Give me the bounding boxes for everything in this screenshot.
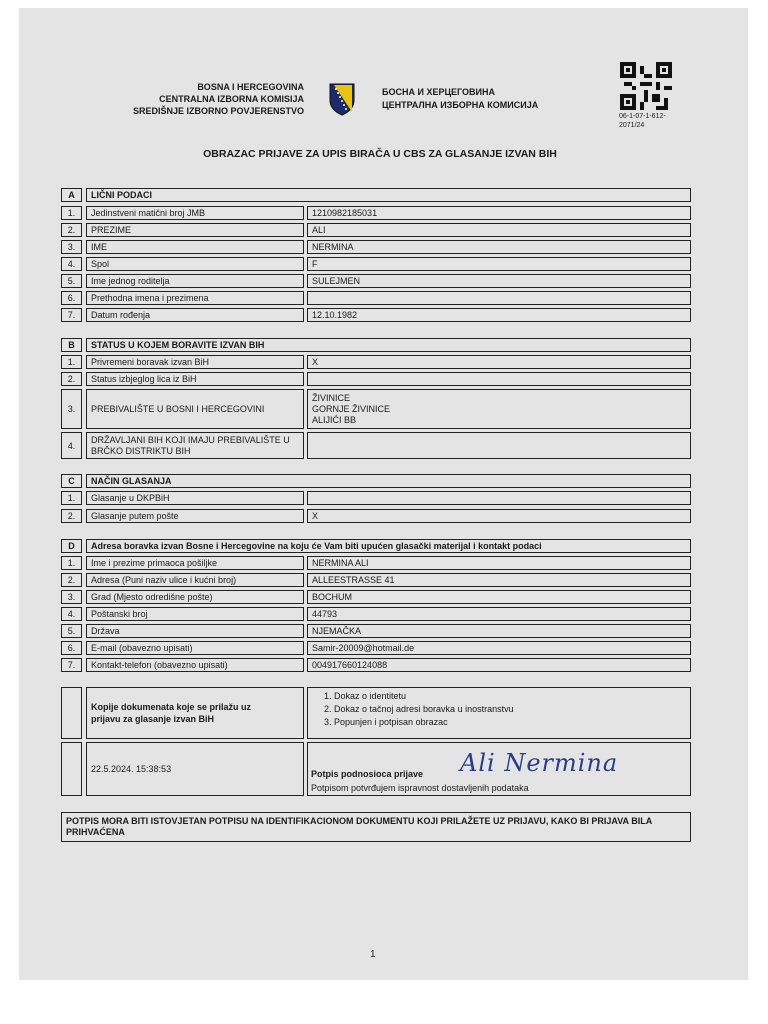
documents-label xyxy=(86,687,304,739)
row-value: 1210982185031 xyxy=(307,206,691,220)
row-label: E-mail (obavezno upisati) xyxy=(86,641,304,655)
documents-label-line1: Kopije dokumenata koje se prilažu uz xyxy=(91,702,252,712)
row-value: NERMINA ALI xyxy=(307,556,691,570)
header-left-line2: CENTRALNA IZBORNA KOMISIJA xyxy=(159,94,304,104)
handwritten-signature: Ali Nermina xyxy=(460,749,619,777)
table-row xyxy=(61,590,691,604)
table-row xyxy=(61,624,691,638)
residence-street: ALIJIĆI BB xyxy=(312,414,357,425)
section-title: NAČIN GLASANJA xyxy=(86,474,691,488)
row-number: 7. xyxy=(61,658,82,672)
section-d-header xyxy=(61,539,691,553)
table-row xyxy=(61,223,691,237)
row-label-line1: DRŽAVLJANI BIH KOJI IMAJU PREBIVALIŠTE U xyxy=(91,434,290,445)
documents-label-line2: prijavu za glasanje izvan BiH xyxy=(91,714,215,724)
signature-cell xyxy=(307,742,691,796)
row-value: ALLEESTRASSE 41 xyxy=(307,573,691,587)
page-number: 1 xyxy=(370,949,376,960)
row-label: PREBIVALIŠTE U BOSNI I HERCEGOVINI xyxy=(86,389,304,429)
row-number: 2. xyxy=(61,372,82,386)
row-value: X xyxy=(307,355,691,369)
table-row xyxy=(61,556,691,570)
qr-reference-number xyxy=(619,112,679,130)
timestamp-cell xyxy=(86,742,304,796)
header-left xyxy=(110,81,304,117)
table-row xyxy=(61,240,691,254)
table-row xyxy=(61,432,691,459)
section-letter: A xyxy=(61,188,82,202)
row-value: Samir-20009@hotmail.de xyxy=(307,641,691,655)
row-label: Poštanski broj xyxy=(86,607,304,621)
row-number: 7. xyxy=(61,308,82,322)
row-label: Privremeni boravak izvan BiH xyxy=(86,355,304,369)
row-value: BOCHUM xyxy=(307,590,691,604)
row-number: 6. xyxy=(61,291,82,305)
list-item: 1. Dokaz o identitetu xyxy=(334,690,690,703)
qr-ref-line2: 2071/24 xyxy=(619,122,645,129)
table-row xyxy=(61,607,691,621)
row-number: 4. xyxy=(61,432,82,459)
row-label xyxy=(86,432,304,459)
row-value: X xyxy=(307,509,691,523)
table-row xyxy=(61,641,691,655)
table-row xyxy=(61,573,691,587)
row-number: 1. xyxy=(61,491,82,505)
row-number: 3. xyxy=(61,389,82,429)
row-label: IME xyxy=(86,240,304,254)
row-label: Ime jednog roditelja xyxy=(86,274,304,288)
row-value: 004917660124088 xyxy=(307,658,691,672)
list-item: 2. Dokaz o tačnoj adresi boravka u inostranstvu xyxy=(334,703,690,716)
form-title: OBRAZAC PRIJAVE ZA UPIS BIRAČA U CBS ZA GLASANJE IZVAN BIH xyxy=(203,148,557,160)
row-label: Status izbjeglog lica iz BiH xyxy=(86,372,304,386)
table-row xyxy=(61,509,691,523)
documents-list xyxy=(307,687,691,739)
signature-num-cell xyxy=(61,742,82,796)
row-number: 5. xyxy=(61,624,82,638)
row-label: Glasanje putem pošte xyxy=(86,509,304,523)
table-row xyxy=(61,308,691,322)
row-value: NERMINA xyxy=(307,240,691,254)
row-label: Prethodna imena i prezimena xyxy=(86,291,304,305)
row-number: 2. xyxy=(61,223,82,237)
header-right-line2: ЦЕНТРАЛНА ИЗБОРНА КОМИСИЈА xyxy=(382,100,539,110)
row-value: 12.10.1982 xyxy=(307,308,691,322)
row-label: Kontakt-telefon (obavezno upisati) xyxy=(86,658,304,672)
row-number: 3. xyxy=(61,240,82,254)
row-label: Jedinstveni matični broj JMB xyxy=(86,206,304,220)
table-row xyxy=(61,658,691,672)
row-number: 1. xyxy=(61,556,82,570)
coat-of-arms-icon xyxy=(328,82,356,116)
residence-municipality: ŽIVINICE xyxy=(312,392,351,403)
residence-place: GORNJE ŽIVINICE xyxy=(312,403,391,414)
row-label: PREZIME xyxy=(86,223,304,237)
row-number: 4. xyxy=(61,607,82,621)
header-right-line1: БОСНА И ХЕРЦЕГОВИНА xyxy=(382,87,495,97)
row-value: 44793 xyxy=(307,607,691,621)
row-number: 4. xyxy=(61,257,82,271)
row-value: ALI xyxy=(307,223,691,237)
row-number: 1. xyxy=(61,355,82,369)
row-number: 1. xyxy=(61,206,82,220)
row-value: NJEMAČKA xyxy=(307,624,691,638)
row-value xyxy=(307,291,691,305)
table-row xyxy=(61,291,691,305)
section-a-header xyxy=(61,188,691,202)
table-row xyxy=(61,389,691,429)
table-row xyxy=(61,257,691,271)
section-title: Adresa boravka izvan Bosne i Hercegovine na koju će Vam biti upućen glasački materijal i kontakt podaci xyxy=(86,539,691,553)
row-value xyxy=(307,432,691,459)
row-value xyxy=(307,491,691,505)
table-row xyxy=(61,274,691,288)
list-item: 3. Popunjen i potpisan obrazac xyxy=(334,716,690,729)
row-label: Spol xyxy=(86,257,304,271)
row-label: Ime i prezime primaoca pošiljke xyxy=(86,556,304,570)
row-value: SULEJMEN xyxy=(307,274,691,288)
table-row xyxy=(61,372,691,386)
table-row xyxy=(61,206,691,220)
qr-ref-line1: 06-1-07-1-612- xyxy=(619,113,666,120)
header-left-line3: SREDIŠNJE IZBORNO POVJERENSTVO xyxy=(132,106,304,116)
row-value: F xyxy=(307,257,691,271)
residence-value xyxy=(307,389,691,429)
documents-num-cell xyxy=(61,687,82,739)
section-b-header xyxy=(61,338,691,352)
row-label: Datum rođenja xyxy=(86,308,304,322)
row-label: Grad (Mjesto odredišne pošte) xyxy=(86,590,304,604)
signature-label: Potpis podnosioca prijave xyxy=(311,769,424,779)
section-c-header xyxy=(61,474,691,488)
header-right xyxy=(382,86,582,112)
row-label-line2: BRČKO DISTRIKTU BIH xyxy=(91,445,191,456)
signature-confirmation: Potpisom potvrđujem ispravnost dostavljenih podataka xyxy=(311,783,529,793)
row-number: 2. xyxy=(61,573,82,587)
row-number: 3. xyxy=(61,590,82,604)
section-letter: B xyxy=(61,338,82,352)
table-row xyxy=(61,355,691,369)
header-left-line1: BOSNA I HERCEGOVINA xyxy=(197,82,304,92)
table-row xyxy=(61,491,691,505)
row-number: 6. xyxy=(61,641,82,655)
document-page xyxy=(19,8,748,980)
submission-timestamp: 22.5.2024. 15:38:53 xyxy=(91,764,172,774)
row-value xyxy=(307,372,691,386)
row-label: Adresa (Puni naziv ulice i kućni broj) xyxy=(86,573,304,587)
qr-code-icon xyxy=(620,62,672,110)
section-letter: D xyxy=(61,539,82,553)
row-label: Glasanje u DKPBiH xyxy=(86,491,304,505)
section-title: STATUS U KOJEM BORAVITE IZVAN BIH xyxy=(86,338,691,352)
row-number: 2. xyxy=(61,509,82,523)
row-number: 5. xyxy=(61,274,82,288)
section-title: LIČNI PODACI xyxy=(86,188,691,202)
row-label: Država xyxy=(86,624,304,638)
section-letter: C xyxy=(61,474,82,488)
signature-note: POTPIS MORA BITI ISTOVJETAN POTPISU NA IDENTIFIKACIONOM DOKUMENTU KOJI PRILAŽETE UZ PRIJAVU, KAKO BI PRIJAVA BILA PRIHVAĆENA xyxy=(61,812,691,842)
